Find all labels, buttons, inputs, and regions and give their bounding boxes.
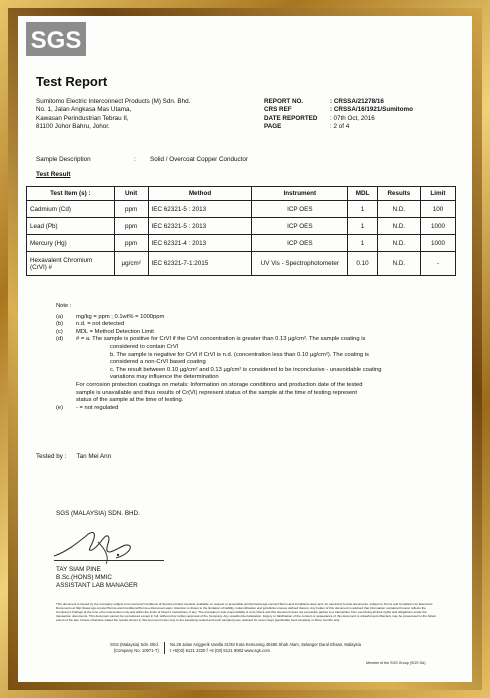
- note-text: - = not regulated: [76, 404, 119, 411]
- note-text: # = a. The sample is positive for CrVI if the CrVI concentration is greater than 0.13 µg/cm². The sample coating is: [76, 336, 366, 343]
- footer-company: [110, 642, 165, 654]
- address-line: No. 1, Jalan Angkasa Mas Utama,: [36, 106, 132, 114]
- footer-contact: [165, 642, 361, 654]
- client-address: [36, 98, 190, 132]
- notes-heading: Note :: [56, 303, 72, 309]
- ref-label: DATE REPORTED: [264, 114, 318, 122]
- page-footer: [110, 642, 361, 654]
- address-line: Kawasan Perindustrian Tebrau II,: [36, 114, 129, 122]
- ref-row: [264, 98, 413, 106]
- note-line: variations may influence the determination: [110, 374, 219, 381]
- table-cell: Mercury (Hg): [27, 235, 115, 252]
- column-header: Limit: [420, 187, 455, 201]
- note-line: considered a non-CrVI based coating: [110, 359, 206, 366]
- column-header: Test Item (s) :: [27, 187, 115, 201]
- sample-description: [36, 156, 248, 163]
- table-cell: µg/cm²: [114, 252, 148, 276]
- ref-value: : CRSSA/21278/16: [330, 98, 384, 105]
- table-row: [27, 252, 456, 276]
- signatory-name: TAY SIAM PINE: [56, 566, 101, 573]
- table-cell: 1: [348, 201, 378, 218]
- note-item: [56, 405, 426, 413]
- table-cell: Hexavalent Chromium (CrVI) #: [27, 252, 115, 276]
- signatory-title: ASSISTANT LAB MANAGER: [56, 582, 138, 589]
- table-cell: 1000: [420, 235, 455, 252]
- signature-line: [54, 560, 164, 561]
- sgs-logo: [26, 22, 86, 56]
- note-key: (d): [56, 336, 64, 343]
- svg-text:SGS: SGS: [30, 27, 82, 54]
- ref-label: PAGE: [264, 123, 282, 131]
- table-cell: 1: [348, 218, 378, 235]
- table-row: [27, 201, 456, 218]
- sample-label: Sample Description: [36, 156, 91, 163]
- table-cell: IEC 62321-4 : 2013: [148, 235, 252, 252]
- note-key: (a): [56, 313, 64, 320]
- ref-row: [264, 123, 413, 131]
- ref-label: CRS REF: [264, 106, 292, 114]
- legal-disclaimer: This document is issued by the Company subject to its General Conditions of Service printed overleaf, available on request or accessible at http://www.sgs.com/en/Terms-and-Conditions.aspx and, for electronic format documents, subject to Terms and Conditions for Electronic Documents at http://www.sgs.com/en/Terms-and-Conditions/Terms-e-Document.aspx. Attention is drawn to the limitation of liability, indemnification and jurisdiction issues defined therein. Any holder of this document is advised that information contained hereon reflects the Company's findings at the time of its intervention only and within the limits of Client's instructions, if any. The Company's sole responsibility is to its Client and this document does not exonerate parties to a transaction from exercising all their rights and obligations under the transaction documents. This document cannot be reproduced except in full, without prior written approval of the Company. Any unauthorized alteration, forgery or falsification of the content or appearance of this document is unlawful and offenders may be prosecuted to the fullest extent of the law. Unless otherwise stated the results shown in this test report refer only to the sample(s) tested and such sample(s) are retained for seven days (perishable food samples) or three months only.: [56, 602, 436, 622]
- table-cell: N.D.: [377, 252, 420, 276]
- table-cell: 0.10: [348, 252, 378, 276]
- note-text: n.d. = not detected: [76, 321, 125, 328]
- ref-value: : 07th Oct, 2016: [330, 114, 375, 122]
- note-item: [56, 329, 426, 337]
- tested-by-name: Tan Mei Ann: [76, 453, 112, 460]
- note-line: b. The sample is negative for CrVI if CrVI is n.d. (concentration less than 0.10 µg/cm²). The coating is: [110, 351, 369, 358]
- table-cell: Cadmium (Cd): [27, 201, 115, 218]
- page-title: Test Report: [36, 74, 108, 89]
- address-line: 81100 Johor Bahru, Johor.: [36, 123, 110, 131]
- table-cell: IEC 62321-7-1:2015: [148, 252, 252, 276]
- table-cell: N.D.: [377, 218, 420, 235]
- tested-by-label: Tested by :: [36, 453, 67, 460]
- table-cell: ppm: [114, 201, 148, 218]
- table-header-row: [27, 187, 456, 201]
- note-line: For corrosion protection coatings on metals: Information on storage conditions and production date of the tested: [76, 381, 363, 388]
- column-header: Instrument: [252, 187, 348, 201]
- table-cell: N.D.: [377, 235, 420, 252]
- sample-value: Solid / Overcoat Copper Conductor: [150, 156, 249, 163]
- column-header: Results: [377, 187, 420, 201]
- notes-section: [56, 303, 426, 412]
- company-name: SGS (MALAYSIA) SDN. BHD.: [56, 510, 140, 517]
- table-cell: 1000: [420, 218, 455, 235]
- table-cell: N.D.: [377, 201, 420, 218]
- table-cell: ICP OES: [252, 235, 348, 252]
- column-header: Unit: [114, 187, 148, 201]
- table-row: [27, 235, 456, 252]
- table-cell: Lead (Pb): [27, 218, 115, 235]
- note-item: [56, 314, 426, 322]
- note-key: (c): [56, 328, 63, 335]
- note-item: [56, 336, 426, 344]
- note-text: mg/kg = ppm ; 0.1wt% = 1000ppm: [76, 313, 165, 320]
- footer-phone: t +6(03) 5121 2320 f +6 (03) 5121 9082 www.sgs.com: [169, 648, 270, 653]
- table-cell: 100: [420, 201, 455, 218]
- table-cell: ppm: [114, 235, 148, 252]
- table-cell: -: [420, 252, 455, 276]
- table-cell: ICP OES: [252, 201, 348, 218]
- note-line: c. The result between 0.10 µg/cm² and 0.13 µg/cm² is considered to be inconclusive - unavoidable coating: [110, 366, 382, 373]
- report-reference: [264, 98, 413, 132]
- note-line: status of the sample at the time of testing.: [76, 397, 184, 404]
- table-cell: UV Vis - Spectrophotometer: [252, 252, 348, 276]
- member-note: Member of the SGS Group (SGS SA): [366, 661, 426, 665]
- note-text: MDL = Method Detection Limit: [76, 328, 154, 335]
- column-header: Method: [148, 187, 252, 201]
- table-cell: 1: [348, 235, 378, 252]
- test-result-heading: Test Result: [36, 171, 71, 178]
- signatory-qualification: B.Sc.(HONS) MMIC: [56, 574, 112, 581]
- table-row: [27, 218, 456, 235]
- footer-company-name: SGS (Malaysia) Sdn. Bhd.: [110, 642, 159, 647]
- ref-row: [264, 115, 413, 123]
- footer-company-no: (Company No. 10971-T): [113, 648, 159, 653]
- column-header: MDL: [348, 187, 378, 201]
- signatory-block: [56, 566, 138, 590]
- table-cell: IEC 62321-5 : 2013: [148, 201, 252, 218]
- note-line: sample is unavailable and thus results of Cr(VI) represent status of the sample at the time of testing represent: [76, 389, 357, 396]
- address-line: Sumitomo Electric Interconnect Products (M) Sdn. Bhd.: [36, 98, 191, 105]
- sample-colon: :: [134, 156, 136, 163]
- ref-value: : 2 of 4: [330, 123, 350, 131]
- footer-address: No.26 Jalan Anggerik Vanilla 31/93 Kota Kemuning 40460 Shah Alam, Selangor Darul Ehsan, Malaysia: [169, 642, 361, 647]
- note-line: considered to contain CrVI: [110, 343, 179, 350]
- ref-row: [264, 106, 413, 114]
- note-key: (e): [56, 404, 64, 411]
- results-table: [26, 186, 456, 276]
- ref-value: : CRSSA/16/1921/Sumitomo: [330, 106, 413, 114]
- table-cell: IEC 62321-5 : 2013: [148, 218, 252, 235]
- ref-label: REPORT NO.: [264, 98, 304, 105]
- note-item: [56, 321, 426, 329]
- tested-by: [36, 453, 111, 460]
- table-cell: ICP OES: [252, 218, 348, 235]
- table-cell: ppm: [114, 218, 148, 235]
- note-key: (b): [56, 321, 64, 328]
